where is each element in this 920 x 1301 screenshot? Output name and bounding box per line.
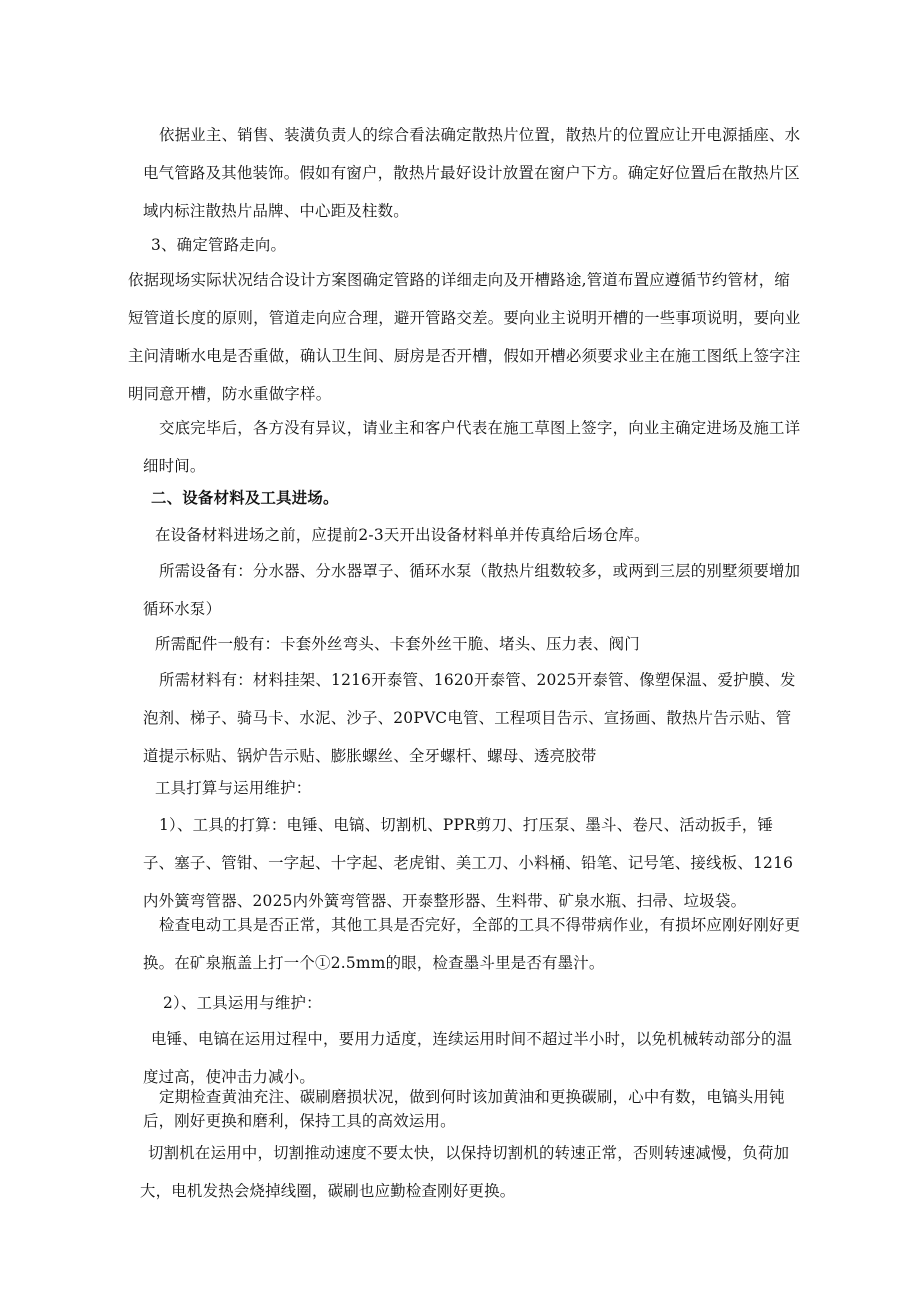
heading-tool-preparation: 工具打算与运用维护： (155, 779, 312, 797)
heading-tool-maintenance: 2）、工具运用与维护： (163, 994, 322, 1012)
paragraph-hammer-maintenance: 定期检查黄油充注、碳刷磨损状况，做到何时该加黄油和更换碳刷，心中有数，电镐头用钝后，刚好更换和磨利，保持工具的高效运用。 (143, 1088, 785, 1130)
paragraph-required-equipment: 所需设备有：分水器、分水器罩子、循环水泵（散热片组数较多，或两到三层的别墅须要增加循环水泵） (143, 562, 801, 618)
paragraph-handover: 交底完毕后，各方没有异议，请业主和客户代表在施工草图上签字，向业主确定进场及施工详细时间。 (143, 419, 801, 475)
heading-equipment-materials: 二、设备材料及工具进场。 (151, 489, 339, 507)
paragraph-tool-check: 检查电动工具是否正常，其他工具是否完好，全部的工具不得带病作业，有损坏应刚好刚好更换。在矿泉瓶盖上打一个①2.5mm的眼，检查墨斗里是否有墨汁。 (143, 916, 801, 972)
paragraph-pipe-routing: 依据现场实际状况结合设计方案图确定管路的详细走向及开槽路途,管道布置应遵循节约管材，缩短管道长度的原则，管道走向应合理，避开管路交差。要向业主说明开槽的一些事项说明，要向业主问清晰水电是否重做，确认卫生间、厨房是否开槽，假如开槽必须要求业主在施工图纸上签字注明同意开槽，防水重做字样。 (128, 271, 801, 403)
paragraph-required-materials: 所需材料有：材料挂架、1216开泰管、1620开泰管、2025开泰管、像塑保温、爱护膜、发泡剂、梯子、骑马卡、水泥、沙子、20PVC电管、工程项目告示、宣扬画、散热片告示贴、管道提示标贴、锅炉告示贴、膨胀螺丝、全牙螺杆、螺母、透亮胶带 (143, 671, 796, 765)
paragraph-required-fittings: 所需配件一般有：卡套外丝弯头、卡套外丝干脆、堵头、压力表、阀门 (155, 635, 640, 653)
paragraph-tool-list: 1）、工具的打算：电锤、电镐、切割机、PPR剪刀、打压泵、墨斗、卷尺、活动扳手，锤子、塞子、管钳、一字起、十字起、老虎钳、美工刀、小料桶、铅笔、记号笔、接线板、1216内外簧弯管器、2025内外簧弯管器、开泰整形器、生料带、矿泉水瓶、扫帚、垃圾袋。 (143, 816, 794, 910)
paragraph-cutter-usage: 切割机在运用中，切割推动速度不要太快，以保持切割机的转速正常，否则转速减慢，负荷加大，电机发热会烧掉线圈，碳刷也应勤检查刚好更换。 (140, 1144, 790, 1200)
paragraph-material-list: 在设备材料进场之前，应提前2-3天开出设备材料单并传真给后场仓库。 (155, 526, 650, 544)
heading-pipe-direction: 3、确定管路走向。 (151, 236, 287, 254)
paragraph-hammer-usage: 电锤、电镐在运用过程中，要用力适度，连续运用时间不超过半小时，以免机械转动部分的温度过高，使冲击力减小。 (143, 1030, 793, 1086)
paragraph-radiator-position: 依据业主、销售、装潢负责人的综合看法确定散热片位置，散热片的位置应让开电源插座、水电气管路及其他装饰。假如有窗户，散热片最好设计放置在窗户下方。确定好位置后在散热片区域内标注散热片品牌、中心距及柱数。 (143, 126, 801, 220)
